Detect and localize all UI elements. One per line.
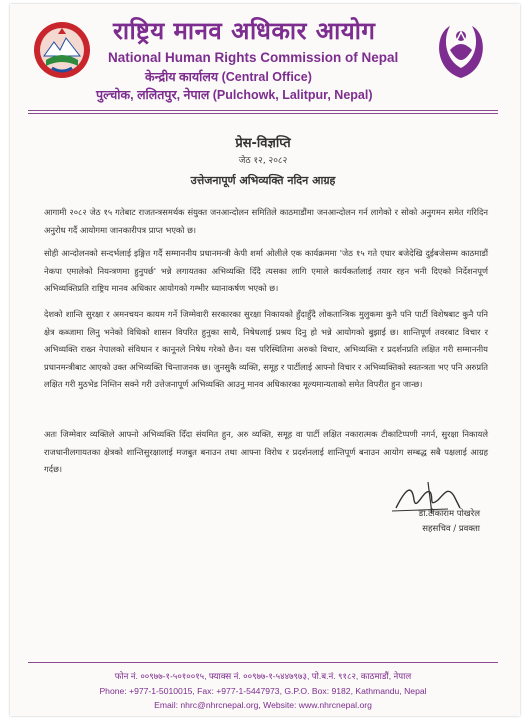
nhrc-logo-icon <box>430 20 492 82</box>
body-paragraph: देशको शान्ति सुरक्षा र अमनचयन कायम गर्ने जिम्मेवारी सरकारका सुरक्षा निकायको हुँदाहुँदै लोकतान्त्रिक मुलुकमा कुनै पनि पार्टी विशेषबाट कुनै पनि क्षेत्र कब्जामा लिनु भनेको विधिको शासन विपरित हुनुका साथै, निषेधलाई प्रश्रय दिनु हो भन्ने आयोगको बुझाई छ। शान्तिपूर्ण तवरबाट विचार र अभिव्यक्ति राख्न नेपालको संविधान र कानूनले निषेध गरेको छैन। यस परिस्थितिमा अरुको विचार, अभिव्यक्ति र प्रदर्शनप्रति लक्षित गरी सम्माननीय प्रधानमन्त्रीबाट आएको उक्त अभिव्यक्ति चिन्ताजनक छ। जुनसुकै व्यक्ति, समूह र पार्टीलाई आफ्नो विचार र अभिव्यक्तिको स्वतन्त्रता भए पनि अरुप्रति लक्षित गरी मुठभेड निम्तिन सक्ने गरी उत्तेजनापूर्ण अभिव्यक्ति आउनु मानव अधिकारका मूल्यमान्यताको समेत विपरीत हुन जान्छ। <box>44 309 488 389</box>
body-paragraph: अतः जिम्मेवार व्यक्तिले आफ्नो अभिव्यक्ति दिँदा संयमित हुन, अरु व्यक्ति, समूह वा पार्टी लक्षित नकारात्मक टीकाटिप्पणी नगर्न, सुरक्षा निकायले राजधानीलगायतका क्षेत्रको शान्तिसुरक्षालाई मजबुत बनाउन तथा आफ्ना विरोध र प्रदर्शनलाई शान्तिपूर्ण बनाउन आयोग सम्बद्ध सबै पक्षलाई आग्रह गर्दछ। <box>44 429 488 474</box>
footer-email-website: Email: nhrc@nhrcnepal.org, Website: www.nhrcnepal.org <box>154 700 372 710</box>
release-date: जेठ १२, २०८२ <box>238 156 288 166</box>
body-paragraph: आगामी २०८२ जेठ १५ गतेबाट राजतन्त्रसमर्थक संयुक्त जनआन्दोलन समितिले काठमाडौंमा जनआन्दोलन गर्न लागेको र सोको अनुगमन समेत गरिदिन अनुरोध गर्दै आयोगमा जानकारीपत्र प्राप्त भएको छ। <box>44 207 488 235</box>
header-divider-second <box>28 113 498 114</box>
press-release-heading: प्रेस-विज्ञप्ति <box>235 136 291 151</box>
org-title-english: National Human Rights Commission of Nepal <box>108 50 399 65</box>
signatory-block <box>330 507 480 537</box>
signatory-role: सहसचिव / प्रवक्ता <box>422 524 480 534</box>
body-paragraph: सोही आन्दोलनको सन्दर्भलाई इङ्गित गर्दै सम्माननीय प्रधानमन्त्री केपी शर्मा ओलीले एक कार्यक्रममा 'जेठ १५ गते एघार बजेदेखि दुईबजेसम्म काठमाडौं नेकपा एमालेको नियन्त्रणमा हुनुपर्छ' भन्ने लगायतका अभिव्यक्ति दिँदै त्यसका लागि एमाले कार्यकर्तालाई तयार रहन भनी दिएको निर्देशनपूर्ण अभिव्यक्तिप्रति राष्ट्रिय मानव अधिकार आयोगको गम्भीर ध्यानाकर्षण भएको छ। <box>44 248 488 293</box>
nepal-emblem-icon <box>32 20 92 80</box>
footer-contact-english: Phone: +977-1-5010015, Fax: +977-1-5447973, G.P.O. Box: 9182, Kathmandu, Nepal <box>99 686 427 696</box>
header-divider <box>28 110 498 111</box>
office-address: पुल्चोक, ललितपुर, नेपाल (Pulchowk, Lalitpur, Nepal) <box>96 88 373 102</box>
release-subject: उत्तेजनापूर्ण अभिव्यक्ति नदिन आग्रह <box>190 174 336 187</box>
office-name: केन्द्रीय कार्यालय (Central Office) <box>145 70 312 84</box>
signatory-name: डा.टीकाराम पोखरेल <box>418 509 480 519</box>
footer-contact-nepali: फोन नं. ००९७७-१-५०१००१५, फ्याक्स नं. ००९७७-१-५४४७९७३, पो.ब.नं. ९१८२, काठमाडौं, नेपाल <box>114 671 412 681</box>
footer-divider <box>28 662 498 663</box>
org-title-nepali: राष्ट्रिय मानव अधिकार आयोग <box>113 16 376 45</box>
